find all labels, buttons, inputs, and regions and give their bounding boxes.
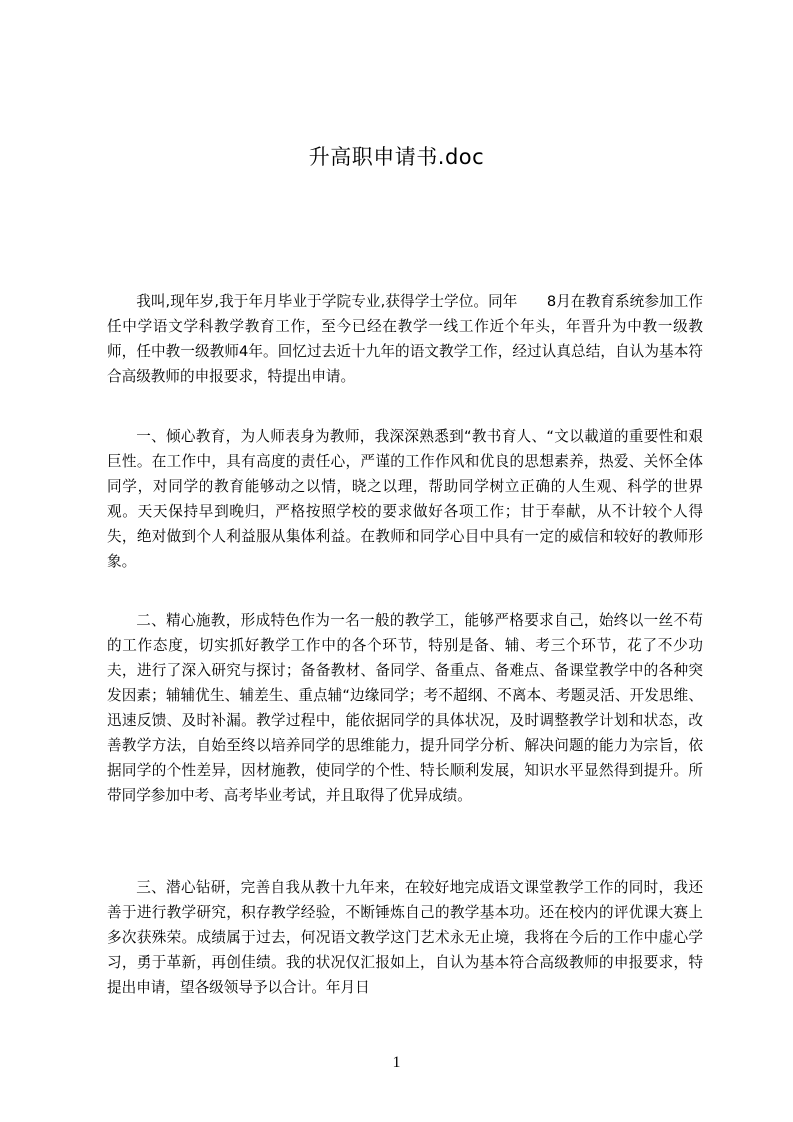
- page-number: 1: [392, 1054, 401, 1071]
- paragraph-section-3: 三、潜心钻研，完善自我从教十九年来，在较好地完成语文课堂教学工作的同时，我还善于进行教学研究，积存教学经验，不断锤炼自己的教学基本功。还在校内的评优课大赛上多次获殊荣。成绩属于过去，何况语文教学这门艺术永无止境，我将在今后的工作中虚心学习，勇于革新，再创佳绩。我的状况仅汇报如上，自认为基本符合高级教师的申报要求，特提出申请，望各级领导予以合计。年月日: [107, 879, 703, 996]
- paragraph-section-2: 二、精心施教，形成特色作为一名一般的教学工，能够严格要求自己，始终以一丝不苟的工作态度，切实抓好教学工作中的各个环节，特别是备、辅、考三个环节，花了不少功夫，进行了深入研究与探讨；备备教材、备同学、备重点、备难点、备课堂教学中的各种突发因素；辅辅优生、辅差生、重点辅“边缘同学；考不超纲、不离本、考题灵活、开发思维、迅速反馈、及时补漏。教学过程中，能依据同学的具体状况，及时调整教学计划和状态，改善教学方法，自始至终以培养同学的思维能力，提升同学分析、解决问题的能力为宗旨，依据同学的个性差异，因材施教，使同学的个性、特长顺利发展，知识水平显然得到提升。所带同学参加中考、高考毕业考试，并且取得了优异成绩。: [107, 612, 703, 804]
- document-title: 升高职申请书.doc: [308, 145, 485, 169]
- paragraph-intro: 我叫,现年岁,我于年月毕业于学院专业,获得学士学位。同年 8月在教育系统参加工作任中学语文学科教学教育工作，至今已经在教学一线工作近个年头，年晋升为中教一级教师，任中教一级教师4年。回忆过去近十九年的语文教学工作，经过认真总结，自认为基本符合高级教师的申报要求，特提出申请。: [107, 293, 703, 385]
- paragraph-section-1: 一、倾心教育，为人师表身为教师，我深深熟悉到“教书育人、“文以載道的重要性和艰巨性。在工作中，具有高度的责任心，严谨的工作作风和优良的思想素养，热爱、关怀全体同学，对同学的教育能够动之以情，晓之以理，帮助同学树立正确的人生观、科学的世界观。天天保持早到晚归，严格按照学校的要求做好各项工作；甘于奉献，从不计较个人得失，绝对做到个人利益服从集体利益。在教师和同学心目中具有一定的威信和较好的教师形象。: [107, 428, 703, 570]
